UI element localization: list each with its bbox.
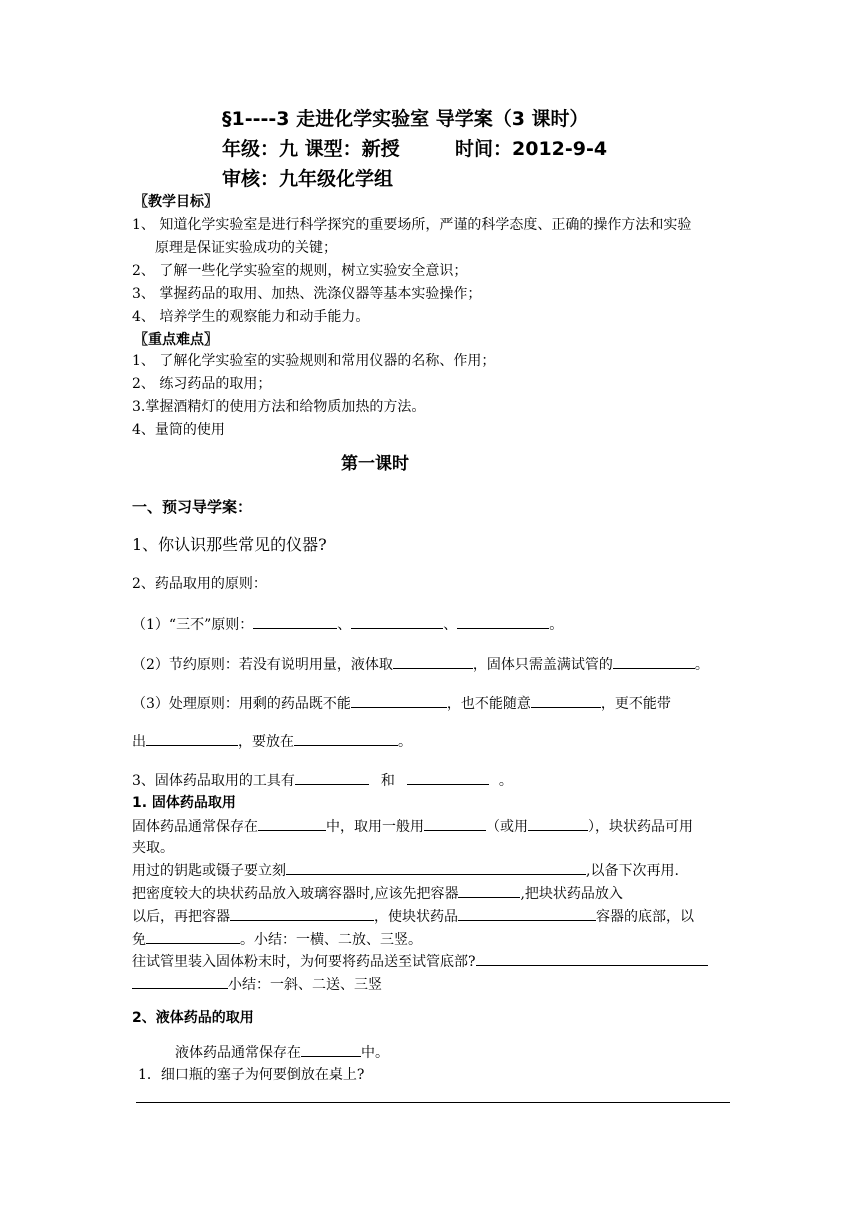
- blank-field[interactable]: [258, 816, 326, 831]
- blank-field[interactable]: [458, 906, 596, 921]
- blank-field[interactable]: [531, 693, 601, 708]
- principle-1: （1）“三不”原则： 、 、 。: [132, 614, 563, 635]
- blank-field[interactable]: [393, 654, 473, 669]
- blank-field[interactable]: [528, 816, 588, 831]
- solid-line-4: 把密度较大的块状药品放入玻璃容器时,应该先把容器 ,把块状药品放入: [132, 883, 623, 904]
- grade-info: 年级：九 课型：新授: [222, 138, 400, 160]
- goal-item-1: 1、 知道化学实验室是进行科学探究的重要场所，严谨的科学态度、正确的操作方法和实验: [132, 217, 692, 233]
- blank-field[interactable]: [458, 883, 520, 898]
- keypoint-item-4: 4、量筒的使用: [132, 422, 225, 438]
- goal-item-1-cont: 原理是保证实验成功的关键；: [155, 240, 337, 256]
- solid-line-6: 免 。小结：一横、二放、三竖。: [132, 929, 422, 950]
- blank-field[interactable]: [146, 731, 238, 746]
- blank-field[interactable]: [253, 614, 337, 629]
- solid-line-5: 以后，再把容器 ，使块状药品 容器的底部，以: [132, 906, 694, 927]
- principle-2: （2）节约原则：若没有说明用量，液体取 ，固体只需盖满试管的 。: [132, 654, 709, 675]
- blank-field[interactable]: [351, 693, 447, 708]
- solid-line-1: 固体药品通常保存在 中，取用一般用 （或用 ），块状药品可用: [132, 816, 693, 837]
- question-3: 3、固体药品取用的工具有 和 。: [132, 770, 513, 791]
- section-heading-preview: 一、预习导学案：: [132, 498, 253, 516]
- answer-line[interactable]: [136, 1102, 730, 1103]
- blank-field[interactable]: [295, 770, 369, 785]
- blank-field[interactable]: [230, 906, 374, 921]
- keypoint-item-1: 1、 了解化学实验室的实验规则和常用仪器的名称、作用；: [132, 353, 496, 369]
- blank-field[interactable]: [132, 974, 228, 989]
- blank-field[interactable]: [407, 770, 489, 785]
- goals-heading: 〖教学目标〗: [134, 194, 218, 210]
- reviewer-info: 审核：九年级化学组: [222, 168, 394, 190]
- blank-field[interactable]: [286, 860, 586, 875]
- liquid-heading: 2、液体药品的取用: [132, 1010, 254, 1026]
- blank-field[interactable]: [476, 951, 708, 966]
- liquid-line-1: 液体药品通常保存在 中。: [175, 1042, 389, 1063]
- blank-field[interactable]: [457, 614, 549, 629]
- keypoint-item-2: 2、 练习药品的取用；: [132, 376, 272, 392]
- blank-field[interactable]: [424, 816, 486, 831]
- liquid-question-1: 1．细口瓶的塞子为何要倒放在桌上?: [138, 1067, 365, 1083]
- goal-item-2: 2、 了解一些化学实验室的规则，树立实验安全意识；: [132, 263, 468, 279]
- page-title: §1----3 走进化学实验室 导学案（3 课时）: [222, 108, 589, 130]
- question-2: 2、药品取用的原则：: [132, 576, 267, 592]
- solid-heading: 1. 固体药品取用: [132, 795, 236, 811]
- date-info: 时间：2012-9-4: [455, 138, 608, 160]
- blank-field[interactable]: [294, 731, 398, 746]
- keypoints-heading: 〖重点难点〗: [134, 332, 218, 348]
- blank-field[interactable]: [146, 929, 240, 944]
- lesson-title: 第一课时: [341, 454, 409, 474]
- blank-field[interactable]: [351, 614, 443, 629]
- solid-line-2: 夹取。: [132, 840, 174, 856]
- blank-field[interactable]: [613, 654, 695, 669]
- solid-line-3: 用过的钥匙或镊子要立刻 ,以备下次再用.: [132, 860, 679, 881]
- solid-line-8: 小结：一斜、二送、三竖: [132, 974, 382, 995]
- principle-3-cont: 出 ，要放在 。: [132, 731, 412, 752]
- principle-3: （3）处理原则：用剩的药品既不能 ，也不能随意 ，更不能带: [132, 693, 671, 714]
- question-1: 1、你认识那些常见的仪器?: [132, 535, 327, 554]
- blank-field[interactable]: [301, 1042, 361, 1057]
- solid-line-7: 往试管里装入固体粉末时，为何要将药品送至试管底部?: [132, 951, 708, 972]
- goal-item-4: 4、 培养学生的观察能力和动手能力。: [132, 309, 370, 325]
- keypoint-item-3: 3.掌握酒精灯的使用方法和给物质加热的方法。: [132, 399, 426, 415]
- goal-item-3: 3、 掌握药品的取用、加热、洗涤仪器等基本实验操作；: [132, 286, 482, 302]
